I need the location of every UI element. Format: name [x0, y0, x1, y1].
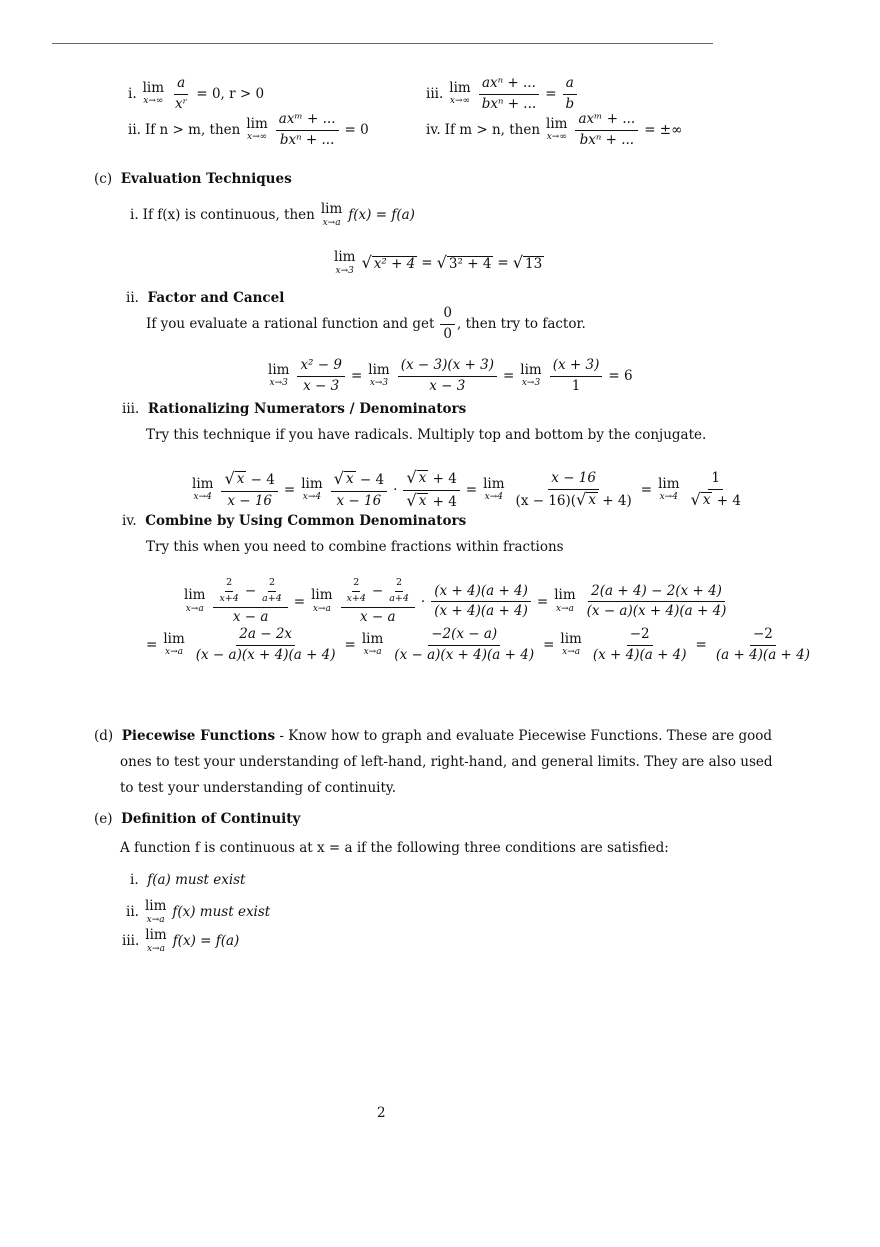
c-iv-title: Combine by Using Common Denominators — [145, 513, 467, 529]
fraction: $\frac{-2}{(x + 4)(a + 4)}$ — [592, 626, 687, 663]
fraction: $\frac{2}{x+4}$ − $\frac{2}{a+4}$ x − a — [213, 578, 287, 625]
item-label: i. — [130, 207, 139, 224]
lim-op: lim x→3 — [368, 361, 390, 389]
fraction: $\frac{2}{x+4}$ − $\frac{2}{a+4}$ x − a — [341, 578, 415, 625]
fraction: $\frac{\text{x² − 9}}{x - 3}$ — [297, 358, 345, 394]
fraction: √ x + 4 √ x + 4 — [403, 470, 459, 510]
fraction: √ x − 4 x − 16 — [221, 471, 277, 509]
rule-iii — [426, 76, 579, 112]
section-d-line1: (d) Piecewise Functions - Know how to graph and evaluate Piecewise Functions. These are good — [94, 728, 773, 744]
section-e-text: A function f is continuous at x = a if the following three conditions are satisfied: — [120, 840, 669, 856]
e-ii-line: ii. lim x→a f(x) must exist — [126, 898, 271, 925]
c-iv-text: Try this when you need to combine fractions within fractions — [146, 539, 564, 555]
c-iii-text: Try this technique if you have radicals. Multiply top and bottom by the conjugate. — [146, 427, 707, 443]
sqrt: √ x² + 4 — [361, 253, 416, 273]
rule-i — [128, 76, 264, 112]
lim-op: lim x→3 — [334, 249, 356, 276]
fraction: $\frac{0}{0}$ — [440, 306, 455, 342]
c-i-rhs: f(x) = f(a) — [348, 207, 415, 224]
rule-iv — [426, 112, 682, 148]
e-iii-line: iii. lim x→a f(x) = f(a) — [122, 927, 240, 954]
fraction: $\frac{\text{axⁿ + ...}}{\text{bxⁿ + ...}}$ — [479, 76, 540, 112]
lim-op: lim x→∞ — [246, 115, 268, 143]
fraction: $\frac{2(a + 4) - 2(x + 4)}{(x - a)(x + 4)(a + 4)}$ — [586, 582, 727, 620]
c-i-example: lim x→3 √ x² + 4 = √ 3² + 4 = √ 13 — [334, 249, 543, 276]
lim-op: lim x→a — [554, 587, 576, 614]
section-d-line3: to test your understanding of continuity. — [120, 780, 397, 796]
lim-op: lim x→4 — [192, 475, 214, 503]
condition: = 0, r > 0 — [196, 86, 265, 103]
c-i-text: If f(x) is continuous, then — [142, 207, 315, 224]
e-i-line: i. f(a) must exist — [130, 872, 246, 888]
section-e-title: Definition of Continuity — [121, 811, 301, 827]
c-ii-example: lim x→3 $\frac{\text{x² − 9}}{x - 3}$ = lim x→3 $\frac{(x - 3)(x + 3)}{x - 3}$ = lim x→3 $\frac{(x + 3)}{1}$ = 6 — [268, 357, 633, 394]
c-i-line — [130, 203, 415, 228]
lim-op: lim x→4 — [301, 475, 323, 503]
fraction: $\frac{-2(x - a)}{(x - a)(x + 4)(a + 4)}$ — [394, 626, 535, 663]
lim-op: lim x→3 — [268, 361, 290, 389]
item-label: iii. — [426, 86, 444, 103]
section-d-line2: ones to test your understanding of left-hand, right-hand, and general limits. They are also used — [120, 754, 773, 770]
lim-op: lim x→∞ — [449, 79, 471, 107]
lim-op: lim x→∞ — [142, 79, 165, 107]
section-c-title: Evaluation Techniques — [120, 171, 292, 187]
rule-ii — [128, 112, 369, 148]
c-iii-heading: iii. Rationalizing Numerators / Denominators — [122, 401, 467, 417]
fraction: $\frac{a}{b}$ — [563, 76, 578, 112]
c-ii-title: Factor and Cancel — [147, 290, 285, 306]
c-iii-example: lim x→4 √ x − 4 x − 16 = lim x→4 √ x − 4 x − 16 · √ x + 4 √ x + 4 = lim x→4 x − 16 (x − 16)( √ x + 4) = lim x→4 1 √ x + 4 — [190, 470, 746, 510]
condition: If m > n, then — [444, 122, 541, 139]
lim-op: lim x→a — [145, 927, 167, 954]
lim-op: lim x→a — [163, 630, 185, 658]
lim-op: lim x→a — [184, 587, 206, 614]
lim-op: lim x→4 — [658, 475, 680, 503]
condition: If n > m, then — [144, 122, 241, 139]
section-c-heading: (c) Evaluation Techniques — [94, 171, 292, 187]
c-ii-text: If you evaluate a rational function and get $\frac{0}{0}$ , then try to factor. — [146, 305, 586, 342]
fraction: $\frac{\text{axᵐ + ...}}{\text{bxⁿ + ...}}$ — [276, 112, 339, 148]
fraction: $\frac{(x - 3)(x + 3)}{x - 3}$ — [398, 358, 497, 394]
c-iv-example-line2: = lim x→a $\frac{2a - 2x}{(x - a)(x + 4)(a + 4)}$ = lim x→a $\frac{-2(x - a)}{(x - a)(x + 4)(a + 4)}$ = lim x→a $\frac{-2}{(x + 4)(a + 4)}$ = $\frac{-2}{(a + 4)(a + 4)}$ — [146, 627, 815, 663]
c-iii-title: Rationalizing Numerators / Denominators — [147, 401, 467, 417]
header-rule — [52, 43, 713, 44]
fraction: 1 √ x + 4 — [690, 470, 741, 509]
fraction: $\frac{\text{axᵐ + ...}}{\text{bxⁿ + ...}}$ — [575, 112, 638, 148]
lim-op: lim x→a — [361, 630, 384, 658]
item-label: ii. — [128, 122, 141, 139]
fraction: $\frac{a}{\text{xʳ}}$ — [175, 75, 188, 112]
c-ii-heading: ii. Factor and Cancel — [126, 290, 285, 306]
fraction: $\frac{2a - 2x}{(x - a)(x + 4)(a + 4)}$ — [195, 626, 336, 663]
lim-op: lim x→a — [560, 630, 582, 658]
fraction: √ x − 4 x − 16 — [331, 471, 387, 509]
fraction: $\frac{(x + 4)(a + 4)}{(x + 4)(a + 4)}$ — [431, 584, 531, 620]
result: = ±∞ — [644, 122, 683, 139]
result: = — [545, 86, 557, 103]
section-e-heading: (e) Definition of Continuity — [94, 811, 301, 827]
sqrt: √ 13 — [512, 253, 543, 273]
fraction: $\frac{(x + 3)}{1}$ — [550, 358, 603, 394]
sqrt: √ 3² + 4 — [436, 253, 492, 273]
lim-op: lim x→a — [320, 201, 343, 228]
fraction: $\frac{-2}{(a + 4)(a + 4)}$ — [715, 626, 810, 663]
result: = 0 — [344, 122, 369, 139]
item-label: i. — [128, 86, 137, 103]
lim-op: lim x→4 — [483, 475, 505, 503]
c-iv-example-line1: lim x→a $\frac{2}{x+4}$ − $\frac{2}{a+4}$ x − a = lim x→a $\frac{2}{x+4}$ − $\frac{2}{a+4}$ x − a · $\frac{(x + 4)(a + 4)}{(x + 4)(a + 4)}$ = lim x→a $\frac{2(a + 4) - 2(x + 4)}{(x - a)(x + 4)(a + 4)}$ — [182, 578, 731, 625]
lim-op: lim x→a — [311, 587, 333, 614]
lim-op: lim x→3 — [520, 361, 542, 389]
c-iv-heading: iv. Combine by Using Common Denominators — [122, 513, 467, 529]
page-number: 2 — [377, 1105, 386, 1121]
section-d-title: Piecewise Functions — [121, 728, 276, 744]
lim-op: lim x→a — [144, 898, 167, 925]
item-label: iv. — [426, 122, 441, 139]
fraction: x − 16 (x − 16)( √ x + 4) — [515, 470, 632, 509]
lim-op: lim x→∞ — [546, 115, 568, 143]
